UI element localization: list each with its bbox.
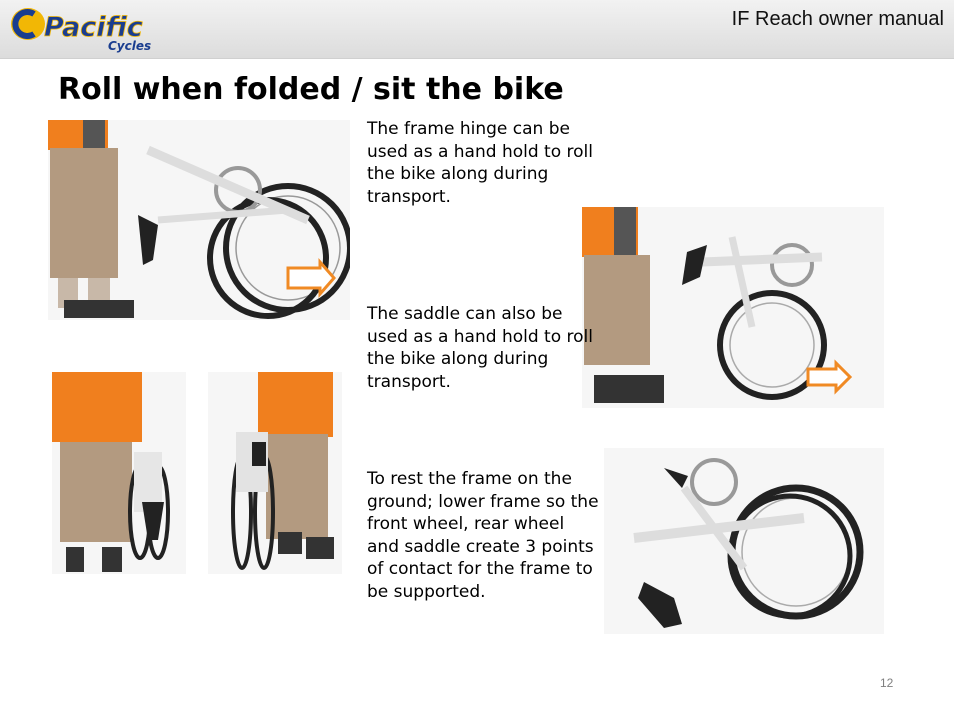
page-number: 12 <box>880 676 894 690</box>
photo-folded-front-view <box>52 372 186 574</box>
pacific-cycles-logo <box>8 4 178 54</box>
saddle-instruction: The saddle can also be used as a hand hold to roll the bike along during transport. <box>367 304 593 392</box>
logo-text: Pacific <box>44 12 143 43</box>
photo-roll-by-saddle <box>582 207 884 408</box>
manual-title: IF Reach owner manual <box>731 8 944 30</box>
logo-subtext: Cycles <box>108 39 152 53</box>
page-title: Roll when folded / sit the bike <box>58 72 564 107</box>
photo-bike-resting <box>604 448 884 634</box>
rest-instruction: To rest the frame on the ground; lower frame so the front wheel, rear wheel and saddle create 3 points of contact for the frame to be supported. <box>367 469 599 602</box>
slide-header <box>0 0 954 59</box>
photo-folded-side-view <box>208 372 342 574</box>
photo-roll-by-hinge <box>48 120 350 320</box>
hinge-instruction: The frame hinge can be used as a hand hold to roll the bike along during transport. <box>367 119 593 207</box>
